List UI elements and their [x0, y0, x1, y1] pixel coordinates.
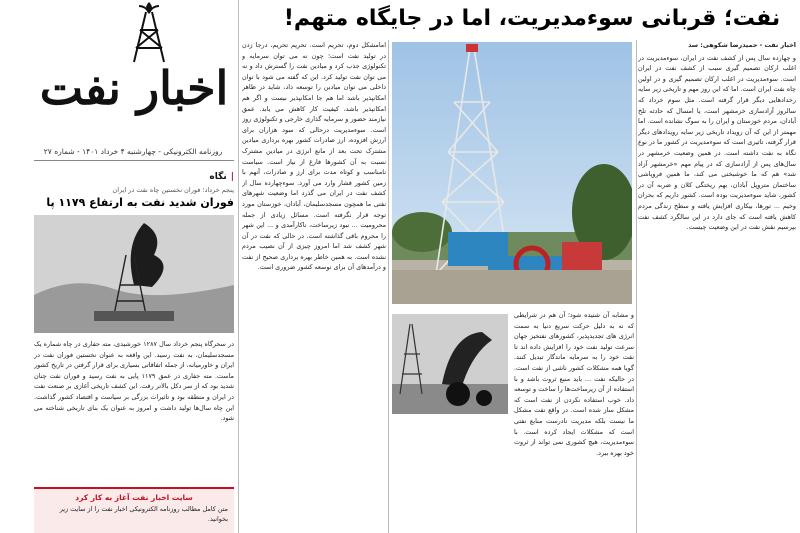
sidebar-tag-marker: | — [230, 172, 234, 182]
first-well-illustration — [34, 215, 234, 333]
column-rule — [636, 40, 637, 533]
article-col3-text: و مشابه آن شنیده شود؛ آن هم در شرایطی که نه به دلیل حرکت سریع دنیا به سمت انرژی های تجدیدپذیر، کشورهای نفتخیز جهان سرعت تولید نفت خود را افزایش داده اند تا نفت خود را به سرمایه ماندگار تبدیل کنند. گویا همه مشکلات کشور ناشی از نفت است. در حالیکه نفت ... باید منبع ثروت باشد و با استفاده از آن زیرساخت‌ها را ساخت و توسعه داد. خوب استفاده نکردن از نفت است که مشکل ساز شده است. در واقع نفت مشکل ما نیست بلکه مدیریت نادرست منابع نفتی است که مشکلات ایجاد کرده است. با سوءمدیریت، هیچ کشوری نمی تواند از ثروت خود بهره ببرد. — [514, 311, 634, 457]
article-col1-text: و چهارده سال پس از کشف نفت در ایران، سوءمدیریت در اغلب ارکان تصمیم گیری سبب از کشف نفت در ایران است. سوءمدیریت در اغلب ارکان تصمیم گیری و در اولین چاه نفت ایران است. اما که این روز مهم و تاریخی زیر سایه رخدادهایی دیگر قرار گرفته است. مثل سوم خرداد که سالروز آزادسازی خرمشهر است، یا امسال که حادثه تلخ آبادان، مردم خوزستان و ایران را به سوگ نشانده است. اما مهمتر از این که آن رویداد تاریخی زیر سایه رویدادهای دیگر قرار گرفته، تاثیری است که سوءمدیریت در کشور ما در نوع نگاه به نفت داشته است. در همین وضعیت خرمشهر در سال‌های پس از آزادسازی که در پیام مهم «خرمشهر آزاد شد» هم که ما خوشبختی می کند، ما همین فروپاشی ساختمان متروپل آبادان، بهم ریختگی کلان و ضربه آن در کشور، شاید سوءمدیریت بوده است. کشور داریم که بحران وخیم ... تورها، بیکاری افزایش یافته و سطح زندگی مردم کاهش یافته است که جای دارد در این سالگرد کشف نفت بپرسیم نقش نفت در این وضعیت چیست. — [638, 53, 796, 232]
masthead-logo — [34, 0, 234, 140]
oil-derrick-illustration — [392, 42, 632, 304]
first-well-photo — [34, 215, 234, 333]
main-headline: نفت؛ قربانی سوءمدیریت، اما در جایگاه متهم! — [283, 6, 781, 31]
logo-wordmark: اخبار نفت — [39, 61, 229, 115]
sidebar-tag — [34, 172, 234, 182]
article-col2-text: امامشکل دوم، تحریم است. تحریم تحریم، درجا زدن در تولید نفت است؛ چون نه می توان سرمایه و تکنولوژی جذب کرد و میادین نفت را گسترش داد و نه می توان نفت تولید کرد. این که گفته می شود با توان داخلی می توان میادین را توسعه داد، شاید در ظاهر امکانپذیر باشد اما هم جا امکانپذیر نیست و اگر هم امکانپذیر باشد، کیفیت کار کاهش می یابد. عمق نیازمند حضور و سرمایه گذاری خارجی و تکنولوژی روز است. سوءمدیریت درحالی که سود هزاران برای ارزش افزوده، ارز صادرات کشور بهره برداری میادین مشترک تحت بعد از مانع انرژی در میادین مشترک نسبت به آن کشورها فارغ از نیاز است. سیاست نامناسب و کوتاه مدت برای ارز و صادرات، آنهم با زمین کشور فشار وارد می آورد. سوءچهارده سال از کشف نفت در ایران می گذرد اما وضعیت شهرهای نفتی ما همچون مسجدسلیمان، آبادان، خوزستان مورد توجه قرار نگرفته است. مسائل زیادی از جمله محرومیت ... نبود زیرساخت، ناکارآمدی و ... این شهر را محروم باقی گذاشته است. در حالی که نفت در آن شهر کشف شد اما امروز چیزی از آن نصیب مردم نشده است. به همین خاطر بهره برداری صحیح از نفت و درآمدهای آن برای توسعه کشور ضروری است. — [242, 41, 386, 272]
column-rule — [388, 40, 389, 533]
sidebar-article — [34, 172, 234, 459]
article-column-1 — [638, 40, 796, 533]
site-launch-box — [34, 487, 234, 533]
historic-derrick-illustration — [392, 314, 508, 414]
sidebar-body — [34, 339, 234, 459]
sidebar-tag-label: نگاه — [209, 172, 227, 182]
article-column-3 — [514, 310, 634, 533]
column-rule — [238, 0, 239, 533]
article-byline: اخبار نفت - حمیدرضا شکوهی: سد — [688, 41, 796, 49]
sidebar-kicker: پنجم خرداد؛ فوران نخستین چاه نفت در ایران — [112, 186, 234, 194]
site-launch-body: متن کامل مطالب روزنامه الکترونیکی اخبار نفت را از سایت زیر بخوانید. — [59, 505, 228, 523]
sidebar-body-text: در سحرگاه پنجم خرداد سال ۱۲۸۷ خورشیدی، مته حفاری در چاه شماره یک مسجدسلیمان، به نفت رسید. این واقعه به عنوان نخستین فوران نفت در ایران و خاورمیانه، از جمله اتفاقاتی بسیاری برای قرار گرفتن در تاریخ کشور ماست. مته حفاری در عمق ۱۱۷۹ پایی به نفت رسید و فوران نفت چنان شدید بود که از سر دکل بالاتر رفت. این کشف تاریخی آغازی بر صنعت نفت در ایران و منطقه بود و تاثیرات بزرگی بر سیاست و اقتصاد کشور گذاشت. این چاه سال‌ها تولید داشت و امروز به عنوان یک بنای تاریخی شناخته می شود. — [34, 340, 234, 423]
site-launch-title: سایت اخبار نفت آغاز به کار کرد — [75, 493, 193, 502]
historic-derrick-photo — [392, 314, 508, 414]
sidebar-headline: فوران شدید نفت به ارتفاع ۱۱۷۹ پا — [46, 196, 234, 209]
masthead-rule — [34, 160, 234, 161]
dateline: روزنامه الکترونیکی - چهارشنبه ۴ خرداد ۱۴۰۱ - شماره ۲۷ — [43, 147, 223, 156]
article-column-2 — [242, 40, 386, 533]
oil-derrick-photo — [392, 42, 632, 304]
